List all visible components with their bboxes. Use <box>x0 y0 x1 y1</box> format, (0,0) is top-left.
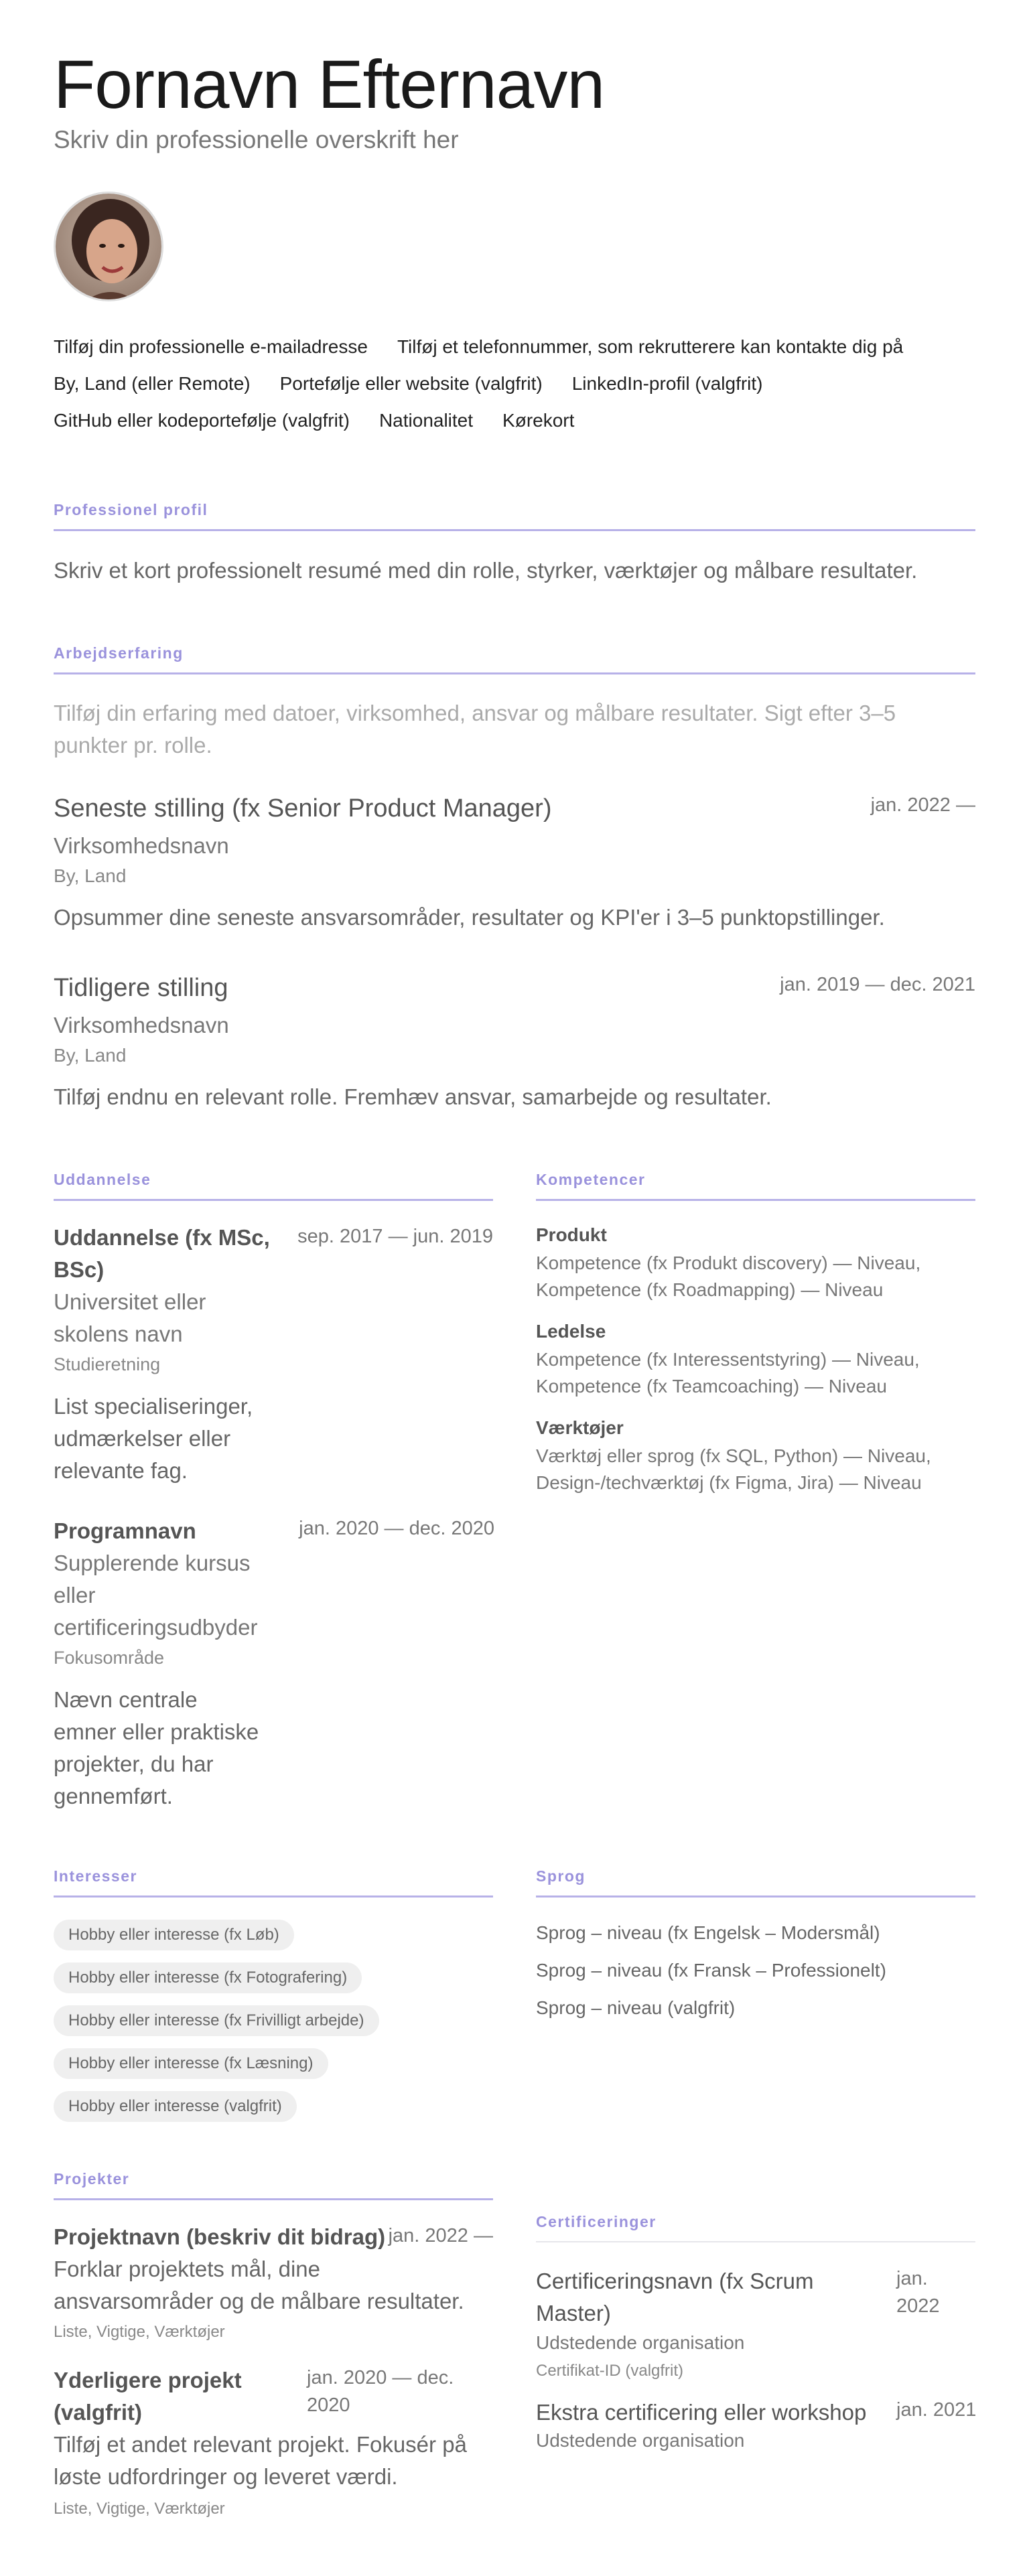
person-photo-icon <box>54 192 163 301</box>
full-name: Fornavn Efternavn <box>54 46 605 123</box>
certification-date-line: jan. <box>896 2268 928 2289</box>
education-school-line: Supplerende kursus <box>54 1551 251 1575</box>
education-title-line: Uddannelse (fx MSc, <box>54 1225 270 1250</box>
skill-line: Kompetence (fx Teamcoaching) — Niveau <box>536 1376 887 1397</box>
project-date-line: jan. 2020 — dec. <box>307 2367 454 2388</box>
project-title: Yderligere projekt <box>54 2368 242 2392</box>
skill-line: Kompetence (fx Roadmapping) — Niveau <box>536 1279 884 1300</box>
experience-intro-line-2: punkter pr. rolle. <box>54 733 212 758</box>
section-divider <box>536 1895 975 1898</box>
project-tags: Liste, Vigtige, Værktøjer <box>54 2500 225 2518</box>
section-divider <box>536 2241 975 2242</box>
education-title-line: BSc) <box>54 1257 105 1282</box>
interest-chip: Hobby eller interesse (fx Frivilligt arbejde) <box>54 2005 379 2036</box>
skill-group-name: Produkt <box>536 1224 607 1245</box>
location-text: By, Land (eller Remote) <box>54 373 251 394</box>
interest-chip: Hobby eller interesse (fx Fotografering) <box>54 1962 362 1993</box>
job-location: By, Land <box>54 865 127 886</box>
job-date: jan. 2022 — <box>870 794 975 816</box>
project-desc-line: løste udfordringer og leveret værdi. <box>54 2464 398 2489</box>
education-school-line: eller <box>54 1583 96 1607</box>
section-title-projects: Projekter <box>54 2170 130 2188</box>
education-school-line: Universitet eller <box>54 1289 206 1314</box>
education-date: jan. 2020 — dec. 2020 <box>299 1518 494 1539</box>
interest-chip: Hobby eller interesse (fx Løb) <box>54 1920 294 1950</box>
contact-row-1 <box>54 336 933 358</box>
certification-id: Certifikat-ID (valgfrit) <box>536 2362 684 2380</box>
job-title: Seneste stilling (fx Senior Product Manager) <box>54 794 552 822</box>
project-desc-line: ansvarsområder og de målbare resultater. <box>54 2289 464 2313</box>
language-item: Sprog – niveau (fx Fransk – Professionelt) <box>536 1960 886 1981</box>
certification-issuer: Udstedende organisation <box>536 2430 745 2451</box>
section-divider <box>54 529 975 531</box>
certification-title: Certificeringsnavn (fx Scrum <box>536 2269 814 2293</box>
project-date-line: 2020 <box>307 2394 350 2416</box>
linkedin-link[interactable]: LinkedIn-profil (valgfrit) <box>571 373 763 394</box>
section-divider <box>54 1199 493 1201</box>
section-title-profile: Professionel profil <box>54 501 208 518</box>
education-field: Fokusområde <box>54 1648 165 1668</box>
certification-date: jan. 2021 <box>896 2399 977 2421</box>
interest-chip: Hobby eller interesse (fx Læsning) <box>54 2048 328 2079</box>
education-school-line: certificeringsudbyder <box>54 1615 258 1640</box>
job-company: Virksomhedsnavn <box>54 1013 229 1037</box>
license-text: Kørekort <box>502 410 575 431</box>
professional-headline: Skriv din professionelle overskrift her <box>54 126 459 153</box>
contact-row-3 <box>54 410 604 431</box>
language-item: Sprog – niveau (valgfrit) <box>536 1997 736 2018</box>
portfolio-link[interactable]: Portefølje eller website (valgfrit) <box>279 373 543 394</box>
job-company: Virksomhedsnavn <box>54 833 229 858</box>
section-divider <box>536 1199 975 1201</box>
section-title-certifications: Certificeringer <box>536 2213 657 2230</box>
certification-issuer: Udstedende organisation <box>536 2332 745 2353</box>
education-desc-line: relevante fag. <box>54 1458 188 1483</box>
education-field: Studieretning <box>54 1354 161 1374</box>
skill-line: Værktøj eller sprog (fx SQL, Python) — Niveau, <box>536 1445 931 1466</box>
section-title-skills: Kompetencer <box>536 1171 646 1188</box>
job-date: jan. 2019 — dec. 2021 <box>780 974 975 995</box>
job-location: By, Land <box>54 1045 127 1066</box>
project-title: Projektnavn (beskriv dit bidrag) <box>54 2224 386 2249</box>
project-desc-line: Tilføj et andet relevant projekt. Fokusér på <box>54 2432 467 2457</box>
section-divider <box>54 1895 493 1898</box>
section-title-languages: Sprog <box>536 1867 586 1885</box>
certification-date-line: 2022 <box>896 2295 940 2317</box>
skill-line: Kompetence (fx Interessentstyring) — Niveau, <box>536 1349 920 1370</box>
job-title: Tidligere stilling <box>54 974 228 1002</box>
interest-chip: Hobby eller interesse (valgfrit) <box>54 2091 297 2122</box>
contact-row-2 <box>54 373 793 395</box>
section-title-education: Uddannelse <box>54 1171 151 1188</box>
section-divider <box>54 2198 493 2200</box>
skill-line: Design-/techværktøj (fx Figma, Jira) — Niveau <box>536 1472 922 1493</box>
github-link[interactable]: GitHub eller kodeportefølje (valgfrit) <box>54 410 350 431</box>
job-summary: Tilføj endnu en relevant rolle. Fremhæv ansvar, samarbejde og resultater. <box>54 1084 772 1109</box>
section-divider <box>54 672 975 674</box>
skill-line: Kompetence (fx Produkt discovery) — Niveau, <box>536 1253 921 1273</box>
certification-title: Master) <box>536 2301 611 2325</box>
project-date: jan. 2022 — <box>388 2225 493 2246</box>
education-desc-line: Nævn centrale <box>54 1687 198 1712</box>
phone-text[interactable]: Tilføj et telefonnummer, som rekrutterere kan kontakte dig på <box>397 336 904 357</box>
skill-group-name: Ledelse <box>536 1321 606 1342</box>
certification-date <box>896 2265 940 2319</box>
nationality-text: Nationalitet <box>379 410 474 431</box>
section-title-interests: Interesser <box>54 1867 137 1885</box>
education-desc-line: udmærkelser eller <box>54 1426 231 1451</box>
email-text[interactable]: Tilføj din professionelle e-mailadresse <box>54 336 368 357</box>
language-item: Sprog – niveau (fx Engelsk – Modersmål) <box>536 1922 880 1943</box>
experience-intro-line-1: Tilføj din erfaring med datoer, virksomhed, ansvar og målbare resultater. Sigt efter 3–5 <box>54 701 896 725</box>
education-desc-line: projekter, du har <box>54 1751 214 1776</box>
project-tags: Liste, Vigtige, Værktøjer <box>54 2323 225 2341</box>
skill-group-name: Værktøjer <box>536 1417 624 1438</box>
project-date <box>307 2364 454 2419</box>
education-desc-line: emner eller praktiske <box>54 1719 259 1744</box>
project-title: (valgfrit) <box>54 2400 142 2425</box>
education-desc-line: List specialiseringer, <box>54 1394 253 1419</box>
section-title-experience: Arbejdserfaring <box>54 644 184 662</box>
project-desc-line: Forklar projektets mål, dine <box>54 2257 320 2281</box>
education-title-line: Programnavn <box>54 1518 196 1543</box>
education-desc-line: gennemført. <box>54 1784 173 1808</box>
job-summary: Opsummer dine seneste ansvarsområder, resultater og KPI'er i 3–5 punktopstillinger. <box>54 905 885 930</box>
education-school-line: skolens navn <box>54 1321 183 1346</box>
education-date: sep. 2017 — jun. 2019 <box>297 1226 493 1247</box>
profile-summary: Skriv et kort professionelt resumé med din rolle, styrker, værktøjer og målbare resultater. <box>54 558 918 583</box>
certification-title: Ekstra certificering eller workshop <box>536 2400 867 2425</box>
